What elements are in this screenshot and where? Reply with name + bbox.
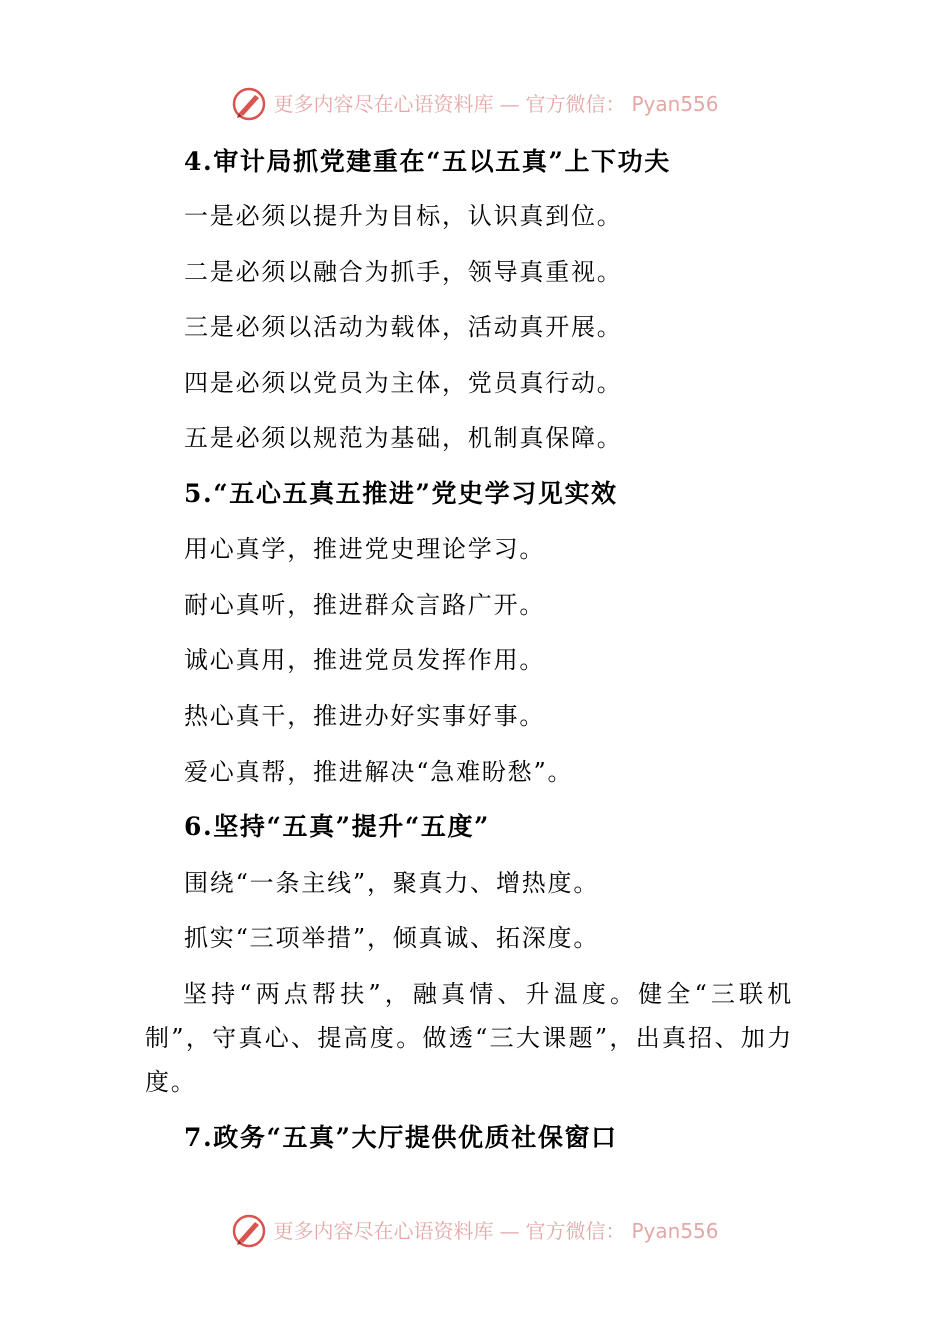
section-4-item-4: 四是必须以党员为主体，党员真行动。 xyxy=(184,369,623,397)
section-5-item-1: 用心真学，推进党史理论学习。 xyxy=(184,535,546,563)
watermark-wechat-id: Pyan556 xyxy=(631,1219,719,1243)
section-4-item-5: 五是必须以规范为基础，机制真保障。 xyxy=(184,424,623,452)
watermark-banner-bottom xyxy=(0,1209,950,1253)
section-5-item-5: 爱心真帮，推进解决“急难盼愁”。 xyxy=(184,758,574,786)
section-4-item-2: 二是必须以融合为抓手，领导真重视。 xyxy=(184,258,623,286)
watermark-text: 更多内容尽在心语资料库 xyxy=(273,92,494,116)
section-6-item-2: 抓实“三项举措”，倾真诚、拓深度。 xyxy=(184,924,600,952)
watermark-dash: — xyxy=(499,92,520,116)
section-5-item-4: 热心真干，推进办好实事好事。 xyxy=(184,702,546,730)
watermark-label: 官方微信： xyxy=(525,1219,626,1243)
pen-logo-icon xyxy=(231,1213,267,1249)
section-5-item-3: 诚心真用，推进党员发挥作用。 xyxy=(184,646,546,674)
section-4-item-1: 一是必须以提升为目标，认识真到位。 xyxy=(184,202,623,230)
section-4-item-3: 三是必须以活动为载体，活动真开展。 xyxy=(184,313,623,341)
section-6-item-1: 围绕“一条主线”，聚真力、增热度。 xyxy=(184,869,600,897)
section-5-heading: 5.“五心五真五推进”党史学习见实效 xyxy=(184,479,618,508)
section-5-item-2: 耐心真听，推进群众言路广开。 xyxy=(184,591,546,619)
pen-logo-icon xyxy=(231,86,267,122)
section-6-heading: 6.坚持“五真”提升“五度” xyxy=(184,812,491,841)
section-7-heading: 7.政务“五真”大厅提供优质社保窗口 xyxy=(184,1123,618,1152)
watermark-dash: — xyxy=(499,1219,520,1243)
watermark-banner-top xyxy=(0,82,950,126)
watermark-wechat-id: Pyan556 xyxy=(631,92,719,116)
section-4-heading: 4.审计局抓党建重在“五以五真”上下功夫 xyxy=(184,147,671,176)
watermark-label: 官方微信： xyxy=(525,92,626,116)
watermark-text: 更多内容尽在心语资料库 xyxy=(273,1219,494,1243)
section-6-paragraph: 坚持“两点帮扶”，融真情、升温度。健全“三联机制”，守真心、提高度。做透“三大课题”，出真招、加力度。 xyxy=(145,980,793,1096)
